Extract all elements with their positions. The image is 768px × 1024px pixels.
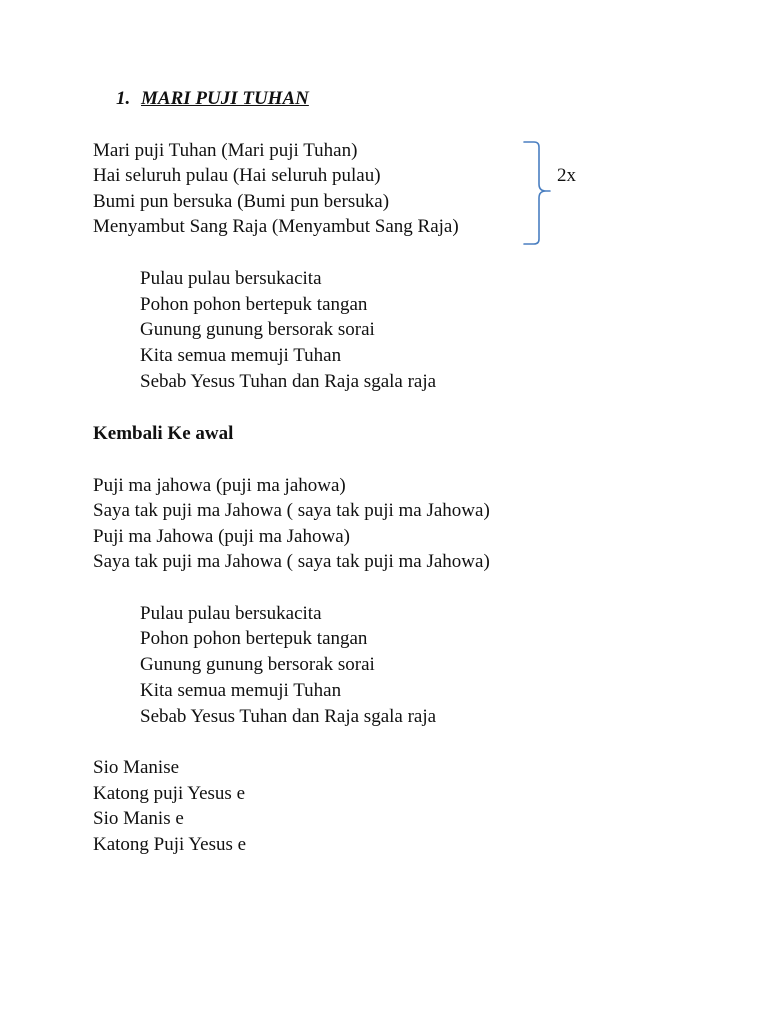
chorus2-line-3: Gunung gunung bersorak sorai <box>140 654 375 675</box>
verse2-line-4: Saya tak puji ma Jahowa ( saya tak puji ma Jahowa) <box>93 551 490 572</box>
verse1-line-1: Mari puji Tuhan (Mari puji Tuhan) <box>93 140 358 161</box>
verse3-line-2: Katong puji Yesus e <box>93 783 246 804</box>
song-title <box>116 87 309 111</box>
verse1-line-2: Hai seluruh pulau (Hai seluruh pulau) <box>93 165 381 186</box>
verse2-line-3: Puji ma Jahowa (puji ma Jahowa) <box>93 526 350 547</box>
verse1-line-4: Menyambut Sang Raja (Menyambut Sang Raja) <box>93 216 459 237</box>
verse3-line-4: Katong Puji Yesus e <box>93 834 247 855</box>
chorus1-line-5: Sebab Yesus Tuhan dan Raja sgala raja <box>140 371 437 392</box>
chorus1-line-2: Pohon pohon bertepuk tangan <box>140 294 368 315</box>
song-title-text: MARI PUJI TUHAN <box>141 88 309 109</box>
verse3-line-1: Sio Manise <box>93 757 180 778</box>
chorus2-line-5: Sebab Yesus Tuhan dan Raja sgala raja <box>140 706 437 727</box>
verse2-line-2: Saya tak puji ma Jahowa ( saya tak puji ma Jahowa) <box>93 500 490 521</box>
repeat-brace <box>522 140 552 246</box>
chorus1-line-3: Gunung gunung bersorak sorai <box>140 319 375 340</box>
verse3-line-3: Sio Manis e <box>93 808 184 829</box>
repeat-mark: 2x <box>557 165 576 186</box>
verse1-line-3: Bumi pun bersuka (Bumi pun bersuka) <box>93 191 390 212</box>
chorus2-line-2: Pohon pohon bertepuk tangan <box>140 628 368 649</box>
back-to-start-heading: Kembali Ke awal <box>93 423 234 444</box>
song-number: 1. <box>116 88 131 109</box>
chorus2-line-4: Kita semua memuji Tuhan <box>140 680 342 701</box>
chorus1-line-4: Kita semua memuji Tuhan <box>140 345 342 366</box>
chorus1-line-1: Pulau pulau bersukacita <box>140 268 322 289</box>
verse2-line-1: Puji ma jahowa (puji ma jahowa) <box>93 475 346 496</box>
chorus2-line-1: Pulau pulau bersukacita <box>140 603 322 624</box>
